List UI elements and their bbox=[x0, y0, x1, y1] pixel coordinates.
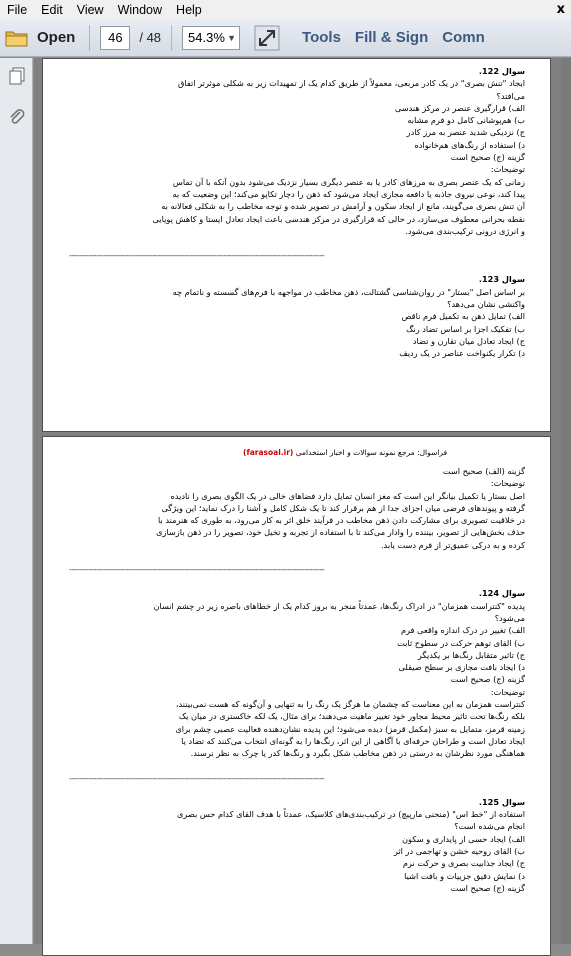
chevron-down-icon[interactable]: ▼ bbox=[227, 32, 237, 43]
separator-line: -------------------------------------------------------------------------------------------------------- bbox=[69, 250, 325, 261]
text-line: ایجاد تعادل است و طراحان حرفه‌ای با آگاهی از این اثر، رنگ‌ها را به گونه‌ای انتخاب می‌کنند که تضاد یا bbox=[181, 735, 525, 746]
text-line: می‌افتد؟ bbox=[496, 90, 525, 101]
text-line: د) استفاده از رنگ‌های هم‌خانواده bbox=[414, 139, 525, 150]
text-line: گزینه (الف) صحیح است bbox=[442, 466, 525, 476]
document-view[interactable] bbox=[34, 58, 571, 944]
text-line: بر اساس اصل "بستار" در روان‌شناسی گشتالت، ذهن مخاطب در مواجهه با فرم‌های گسسته و ناتمام چه bbox=[172, 286, 525, 297]
page-text bbox=[69, 465, 525, 894]
question-number: سوال 124. bbox=[478, 588, 525, 599]
text-line: ج) ایجاد جذابیت بصری و حرکت نرم bbox=[402, 858, 525, 869]
page-header-source bbox=[243, 448, 447, 457]
menu-window[interactable]: Window bbox=[117, 2, 163, 17]
text-line: می‌شود؟ bbox=[494, 612, 525, 623]
text-line: واکنشی نشان می‌دهد؟ bbox=[447, 299, 525, 310]
tab-comment[interactable]: Comn bbox=[442, 29, 485, 46]
text-line: آن تنش بصری می‌گویند، مانع از ایجاد سکون و آرامش در تصویر شده و توجه مخاطب را به شکلی فعالانه به bbox=[161, 201, 525, 212]
tab-tools[interactable]: Tools bbox=[302, 29, 341, 46]
text-line: حذف بخش‌هایی از تصویر، بیننده را وادار می‌کند تا با استفاده از تجربه و تخیل خود، تصویر را در ذهن بازسازی bbox=[156, 527, 525, 538]
menu-help[interactable]: Help bbox=[176, 2, 202, 17]
text-line: توضیحات: bbox=[490, 478, 525, 489]
text-line: اصل بستار یا تکمیل بیانگر این است که مغز انسان تمایل دارد فضاهای خالی در یک الگوی بصری را نادیده bbox=[170, 490, 525, 501]
question-number: سوال 123. bbox=[478, 274, 525, 285]
text-line: انجام می‌شده است؟ bbox=[454, 821, 525, 832]
text-line: الف) ایجاد حسی از پایداری و سکون bbox=[401, 833, 525, 844]
page-total: / 48 bbox=[139, 30, 162, 45]
text-line: در خلاقیت تصویری برای مشارکت دادن ذهن مخاطب در فرآیند خلق اثر به کار می‌رود، به طوری که هنرمند با bbox=[157, 515, 525, 526]
text-line: و انرژی درونی ترکیب‌بندی می‌شود. bbox=[405, 225, 525, 236]
page-text bbox=[69, 65, 525, 360]
text-line: ب) هم‌پوشانی کامل دو فرم مشابه bbox=[407, 115, 525, 126]
pdf-page-47 bbox=[42, 436, 551, 956]
text-line: ب) تفکیک اجزا بر اساس تضاد رنگ bbox=[406, 323, 525, 334]
text-line: الف) تمایل ذهن به تکمیل فرم ناقص bbox=[401, 311, 525, 322]
toolbar bbox=[0, 19, 571, 57]
zoom-value: 54.3% bbox=[188, 29, 225, 45]
text-line: بلکه رنگ‌ها تحت تاثیر محیط مجاور خود تغییر ماهیت می‌دهند؛ برای مثال، یک لکه خاکستری در میان یک bbox=[178, 711, 525, 722]
question-number: سوال 122. bbox=[478, 66, 525, 76]
text-line: توضیحات: bbox=[490, 164, 525, 175]
text-line bbox=[69, 575, 525, 587]
text-line: گزینه (ج) صحیح است bbox=[450, 882, 525, 893]
text-line: گرفته و پیوندهای فرضی میان اجزای جدا از هم برقرار کند تا یک شکل کامل و آشنا را درک نماید؛ این ویژگی bbox=[161, 502, 525, 513]
open-label: Open bbox=[37, 29, 76, 46]
text-line: توضیحات: bbox=[490, 686, 525, 697]
text-line: گزینه (ج) صحیح است bbox=[450, 674, 525, 685]
text-line bbox=[69, 237, 525, 249]
pages-icon[interactable] bbox=[7, 66, 27, 86]
page-number-input[interactable]: 46 bbox=[100, 26, 130, 50]
text-line: ج) نزدیکی شدید عنصر به مرز کادر bbox=[406, 127, 525, 138]
text-line: کرده و به درکی عمیق‌تر از فرم دست یابد. bbox=[380, 539, 525, 550]
fit-page-icon[interactable] bbox=[254, 25, 280, 51]
menu-view[interactable]: View bbox=[76, 2, 104, 17]
menu-edit[interactable]: Edit bbox=[41, 2, 63, 17]
navigation-sidebar bbox=[0, 58, 33, 944]
close-document-icon[interactable]: x bbox=[556, 2, 565, 17]
text-line: گزینه (ج) صحیح است bbox=[450, 152, 525, 163]
menu-bar bbox=[0, 0, 571, 19]
toolbar-divider bbox=[89, 25, 90, 51]
separator-line: -------------------------------------------------------------------------------------------------------- bbox=[69, 772, 325, 783]
text-line: د) ایجاد بافت مجازی بر سطح صیقلی bbox=[398, 662, 525, 673]
toolbar-divider bbox=[171, 25, 172, 51]
text-line: الف) قرارگیری عنصر در مرکز هندسی bbox=[394, 102, 525, 113]
text-line: پدیده "کنتراست همزمان" در ادراک رنگ‌ها، عمدتاً منجر به بروز کدام یک از خطاهای باصره زیر در چشم انسان bbox=[153, 600, 525, 611]
attachment-icon[interactable] bbox=[7, 108, 27, 128]
text-line bbox=[69, 760, 525, 772]
separator-line: -------------------------------------------------------------------------------------------------------- bbox=[69, 564, 325, 575]
open-button[interactable] bbox=[5, 23, 75, 53]
text-line: زمانی که یک عنصر بصری به مرزهای کادر یا به عنصر دیگری بسیار نزدیک می‌شود بدون آنکه با آن تماس bbox=[172, 176, 525, 187]
source-brand: (farasoal.ir) bbox=[243, 448, 294, 457]
source-text: فراسوال: مرجع نمونه سوالات و اخبار استخدامی bbox=[295, 448, 448, 457]
text-line: د) تکرار یکنواخت عناصر در یک ردیف bbox=[399, 348, 525, 359]
text-line bbox=[69, 261, 525, 273]
question-number: سوال 125. bbox=[478, 796, 525, 807]
text-line: ب) القای توهم حرکت در سطوح ثابت bbox=[397, 637, 525, 648]
tab-fill-sign[interactable]: Fill & Sign bbox=[354, 29, 429, 46]
text-line: ج) تاثیر متقابل رنگ‌ها بر یکدیگر bbox=[417, 649, 525, 660]
text-line: د) نمایش دقیق جزییات و بافت اشیا bbox=[404, 870, 525, 881]
text-line: الف) تغییر در درک اندازه واقعی فرم bbox=[400, 625, 525, 636]
text-line: کنتراست همزمان به این معناست که چشمان ما هرگز یک رنگ را به تنهایی و آن‌گونه که هست نمی‌بینند، bbox=[175, 699, 525, 710]
pdf-page-46 bbox=[42, 58, 551, 432]
folder-icon bbox=[5, 29, 29, 47]
text-line: استفاده از "خط اس" (منحنی مارپیچ) در ترکیب‌بندی‌های کلاسیک، عمدتاً با هدف القای کدام حس بصری bbox=[176, 809, 525, 820]
vertical-scrollbar[interactable] bbox=[561, 58, 571, 944]
text-line bbox=[69, 784, 525, 796]
zoom-input[interactable] bbox=[182, 26, 240, 50]
text-line: ب) القای روحیه خشن و تهاجمی در اثر bbox=[393, 846, 525, 857]
menu-file[interactable]: File bbox=[7, 2, 28, 17]
text-line: ج) ایجاد تعادل میان تقارن و تضاد bbox=[412, 335, 525, 346]
text-line: زمینه قرمز، متمایل به سبز (مکمل قرمز) دیده می‌شود؛ این پدیده نشان‌دهنده فعالیت عصبی چشم برای bbox=[175, 723, 525, 734]
text-line: هماهنگی مورد نظرشان به درستی در ذهن مخاطب شکل بگیرد و رنگ‌ها کدر یا چرک به نظر نرسند. bbox=[190, 748, 525, 759]
text-line: ایجاد "تنش بصری" در یک کادر مربعی، معمولاً از طریق کدام یک از تمهیدات زیر به شکلی موثرتر اتفاق bbox=[178, 78, 525, 89]
text-line: پیدا کند، نوعی نیروی جاذبه یا دافعه مجازی ایجاد می‌شود که ذهن را دچار تکاپو می‌کند؛ این وضعیت که به bbox=[172, 188, 525, 199]
text-line: نقطه بحرانی معطوف می‌سازد، در حالی که قرارگیری در مرکز هندسی باعث ایجاد تعادل ایستا و کاهش پویایی bbox=[152, 213, 525, 224]
text-line bbox=[69, 551, 525, 563]
